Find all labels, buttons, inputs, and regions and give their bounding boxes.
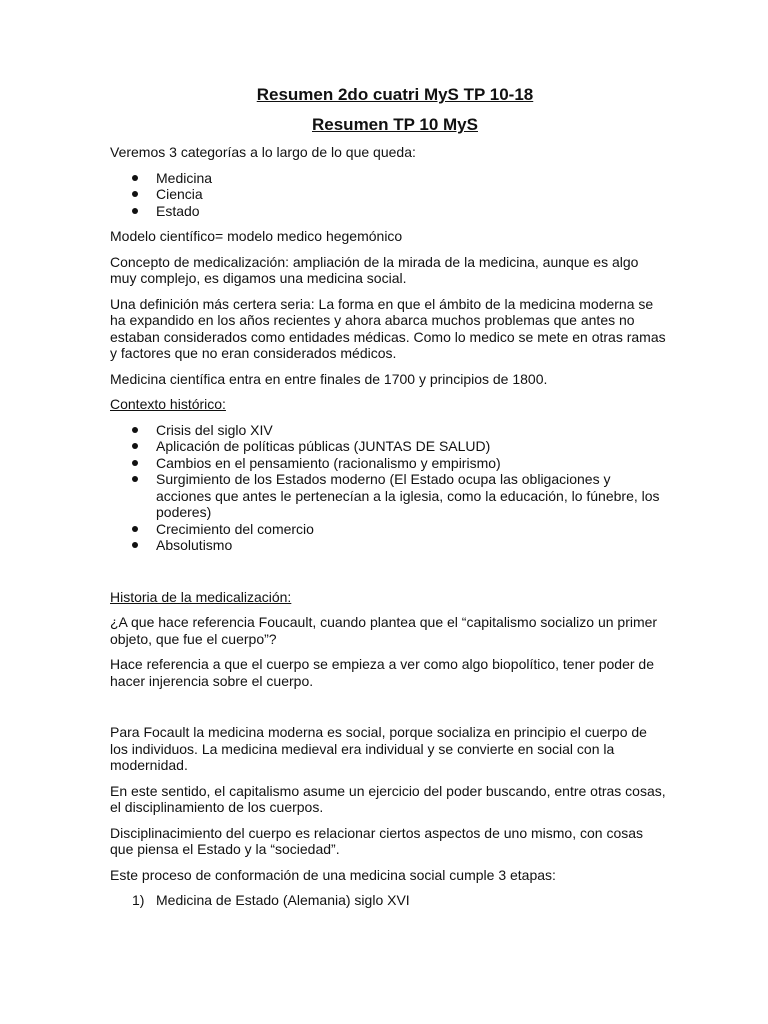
- list-item: Medicina: [110, 170, 668, 187]
- paragraph-proceso: Este proceso de conformación de una medicina social cumple 3 etapas:: [110, 866, 556, 883]
- list-item: Cambios en el pensamiento (racionalismo y empirismo): [110, 455, 668, 472]
- paragraph-pregunta: ¿A que hace referencia Foucault, cuando plantea que el “capitalismo socializo un primer objeto, que fue el cuerpo”?: [110, 614, 658, 647]
- spacer: [110, 698, 668, 724]
- categories-list: [110, 170, 668, 220]
- etapas-list: [110, 892, 668, 909]
- paragraph-concepto: Concepto de medicalización: ampliación de la mirada de la medicina, aunque es algo muy complejo, es digamos una medicina social.: [110, 253, 639, 286]
- list-item: Surgimiento de los Estados moderno (El Estado ocupa las obligaciones y acciones que antes le pertenecían a la iglesia, como la educación, lo fúnebre, los poderes): [110, 471, 668, 521]
- list-item: Aplicación de políticas públicas (JUNTAS DE SALUD): [110, 438, 668, 455]
- intro-paragraph: Veremos 3 categorías a lo largo de lo que queda:: [110, 144, 416, 160]
- contexto-heading: Contexto histórico:: [110, 396, 226, 412]
- section-title: Resumen TP 10 MyS: [312, 115, 478, 134]
- list-number: 1): [132, 892, 145, 908]
- paragraph-focault: Para Focault la medicina moderna es social, porque socializa en principio el cuerpo de los individuos. La medicina medieval era individual y se convierte en social con la modernidad.: [110, 724, 647, 773]
- contexto-list: [110, 422, 668, 554]
- paragraph-respuesta: Hace referencia a que el cuerpo se empieza a ver como algo biopolítico, tener poder de hacer injerencia sobre el cuerpo.: [110, 656, 654, 689]
- list-item-text: Medicina de Estado (Alemania) siglo XVI: [156, 892, 410, 908]
- paragraph-modelo: Modelo científico= modelo medico hegemónico: [110, 228, 403, 244]
- list-item: Absolutismo: [110, 537, 668, 554]
- document-title: Resumen 2do cuatri MyS TP 10-18: [256, 85, 534, 104]
- list-item: Crisis del siglo XIV: [110, 422, 668, 439]
- list-item: Crecimiento del comercio: [110, 521, 668, 538]
- historia-heading: Historia de la medicalización:: [110, 588, 292, 605]
- list-item: Estado: [110, 203, 668, 220]
- paragraph-definicion: Una definición más certera seria: La forma en que el ámbito de la medicina moderna se ha expandido en los años recientes y ahora abarca muchos problemas que antes no estaban considerados como entidades médicas. Como lo medico se mete en otras ramas y factores que no eran considerados médicos.: [110, 295, 666, 361]
- paragraph-sentido: En este sentido, el capitalismo asume un ejercicio del poder buscando, entre otras cosas, el disciplinamiento de los cuerpos.: [110, 782, 666, 815]
- paragraph-medicina-cientifica: Medicina científica entra en entre finales de 1700 y principios de 1800.: [110, 370, 548, 387]
- spacer: [110, 563, 668, 589]
- paragraph-disciplinamiento: Disciplinacimiento del cuerpo es relacionar ciertos aspectos de uno mismo, con cosas que piensa el Estado y la “sociedad”.: [110, 824, 644, 857]
- list-item: [110, 892, 668, 909]
- list-item: Ciencia: [110, 186, 668, 203]
